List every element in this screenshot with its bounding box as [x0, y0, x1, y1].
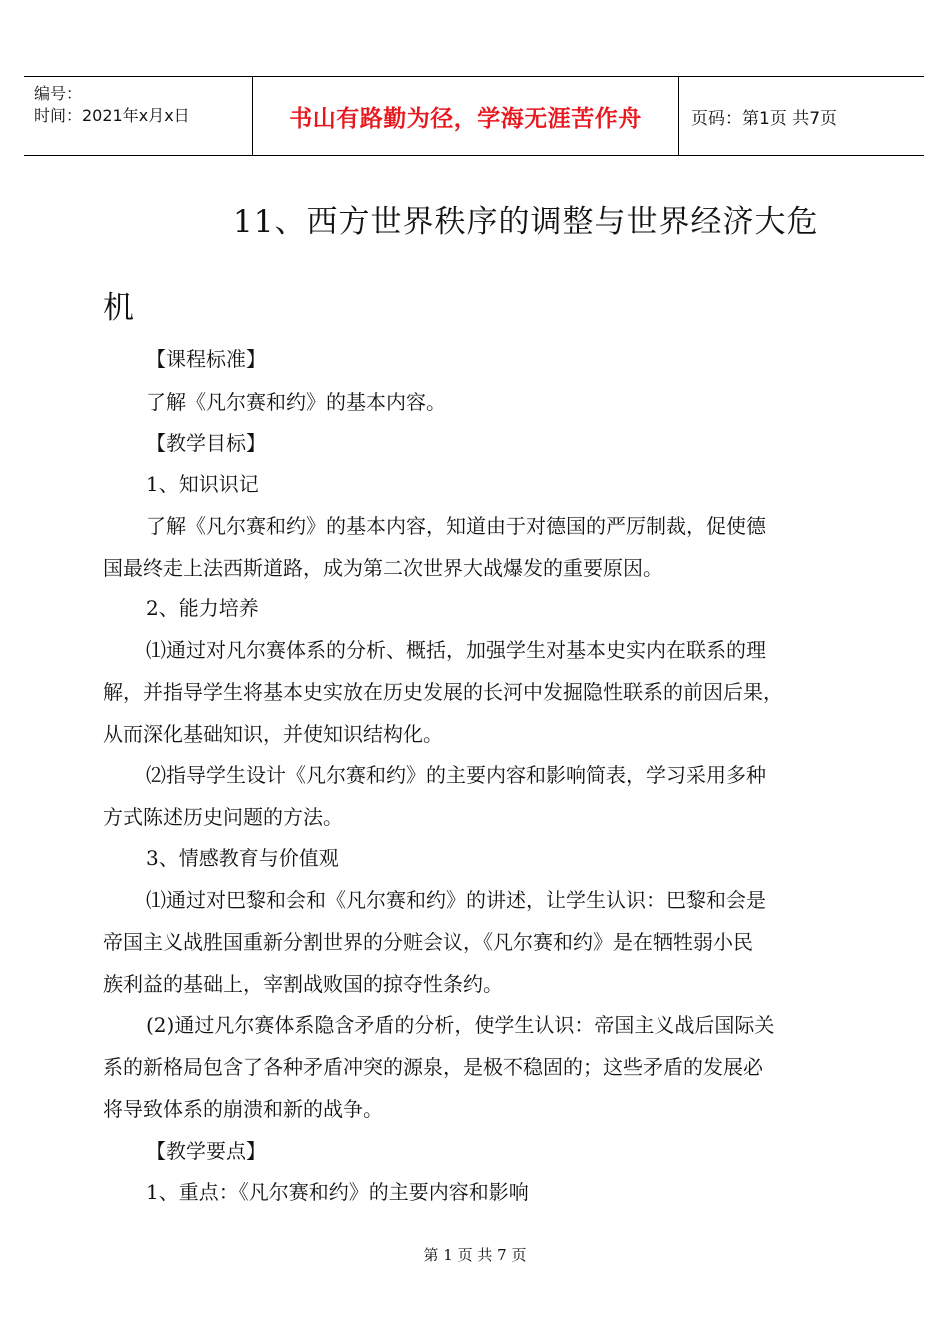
- document-title-line-2: 机: [103, 290, 135, 326]
- paragraph-line: 了解《凡尔赛和约》的基本内容，知道由于对德国的严厉制裁，促使德: [146, 514, 766, 538]
- paragraph-line: 系的新格局包含了各种矛盾冲突的源泉，是极不稳固的；这些矛盾的发展必: [103, 1055, 763, 1079]
- document-number-label: 编号：: [34, 84, 83, 103]
- document-time-label: 时间：2021年x月x日: [34, 106, 190, 125]
- subsection-heading: 2、能力培养: [146, 596, 259, 620]
- paragraph-line: 解，并指导学生将基本史实放在历史发展的长河中发掘隐性联系的前因后果，: [103, 680, 783, 704]
- header-meta: [24, 77, 253, 155]
- section-heading: 【教学目标】: [146, 431, 266, 455]
- section-heading: 【课程标准】: [146, 347, 266, 371]
- subsection-heading: 3、情感教育与价值观: [146, 846, 339, 870]
- document-title-line-1: 11、西方世界秩序的调整与世界经济大危: [233, 204, 819, 240]
- paragraph-line: 从而深化基础知识，并使知识结构化。: [103, 722, 443, 746]
- paragraph-line: 方式陈述历史问题的方法。: [103, 805, 343, 829]
- paragraph-line: 1、重点：《凡尔赛和约》的主要内容和影响: [146, 1180, 529, 1204]
- subsection-heading: 1、知识识记: [146, 472, 259, 496]
- header-motto: 书山有路勤为径，学海无涯苦作舟: [253, 77, 679, 155]
- paragraph-line: 帝国主义战胜国重新分割世界的分赃会议，《凡尔赛和约》是在牺牲弱小民: [103, 930, 753, 954]
- paragraph-line: ⑵指导学生设计《凡尔赛和约》的主要内容和影响简表，学习采用多种: [146, 763, 766, 787]
- paragraph-line: ⑴通过对凡尔赛体系的分析、概括，加强学生对基本史实内在联系的理: [146, 638, 766, 662]
- page-footer: 第 1 页 共 7 页: [423, 1246, 527, 1264]
- header-page-info: 页码：第1页 共7页: [691, 108, 838, 129]
- paragraph-line: 族利益的基础上，宰割战败国的掠夺性条约。: [103, 972, 503, 996]
- paragraph-line: 将导致体系的崩溃和新的战争。: [103, 1097, 383, 1121]
- paragraph-line: 国最终走上法西斯道路，成为第二次世界大战爆发的重要原因。: [103, 556, 663, 580]
- paragraph-line: (2)通过凡尔赛体系隐含矛盾的分析，使学生认识：帝国主义战后国际关: [146, 1013, 775, 1037]
- paragraph-line: 了解《凡尔赛和约》的基本内容。: [146, 390, 446, 414]
- section-heading: 【教学要点】: [146, 1139, 266, 1163]
- page-header: [24, 76, 924, 156]
- paragraph-line: ⑴通过对巴黎和会和《凡尔赛和约》的讲述，让学生认识：巴黎和会是: [146, 888, 766, 912]
